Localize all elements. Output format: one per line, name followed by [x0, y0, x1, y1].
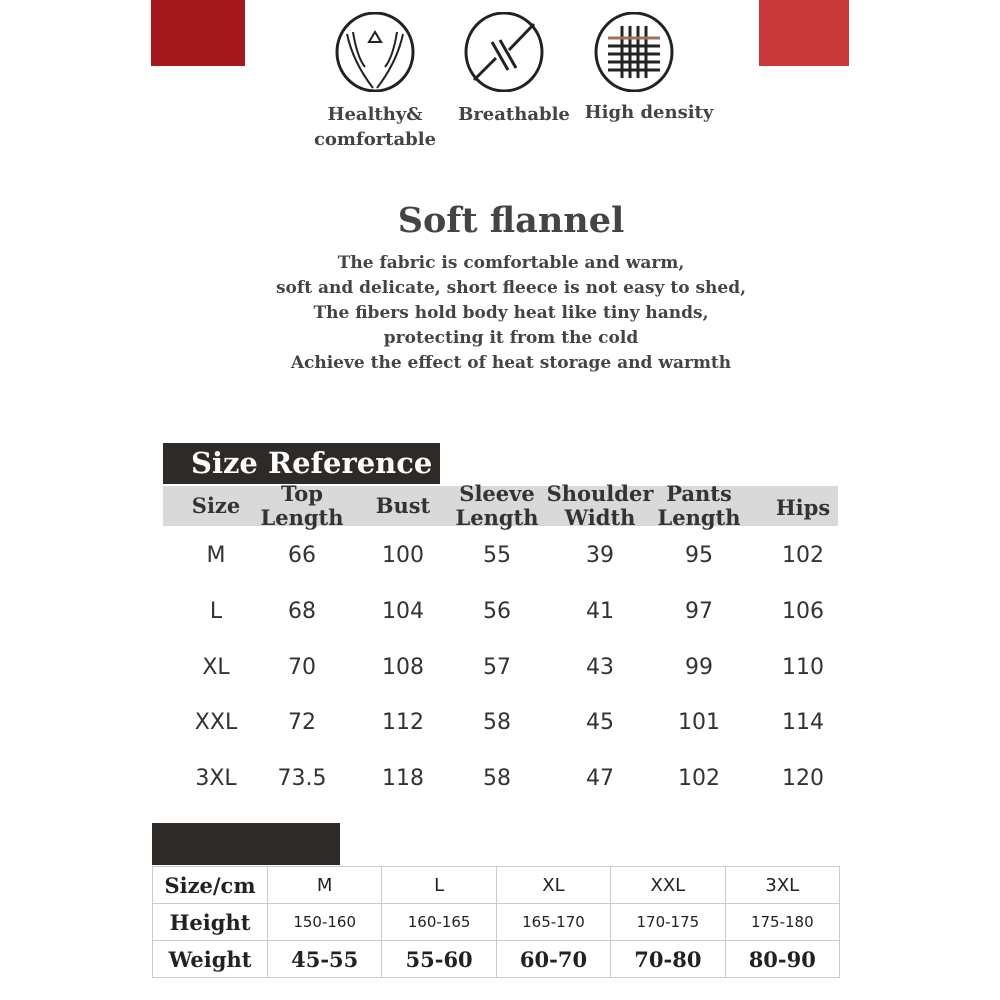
column-header: Pants Length	[657, 481, 741, 530]
description-line: Achieve the effect of heat storage and warmth	[290, 353, 732, 373]
table-cell: 102	[678, 766, 720, 791]
table-cell: 118	[382, 766, 424, 791]
table-cell: 3XL	[195, 766, 237, 791]
table-cell: 70-80	[611, 941, 725, 978]
table-cell: 70	[288, 655, 316, 680]
table-cell: 73.5	[277, 766, 327, 791]
high-density-grid-icon	[594, 12, 674, 92]
size-reference-title: Size Reference	[163, 443, 440, 484]
table-cell: M	[268, 867, 382, 904]
table-row	[153, 904, 840, 941]
table-cell: 3XL	[725, 867, 839, 904]
table-cell: 170-175	[611, 904, 725, 941]
table-cell: 175-180	[725, 904, 839, 941]
table-row	[153, 867, 840, 904]
table-cell: 60-70	[496, 941, 610, 978]
feature-label-healthy: Healthy& comfortable	[313, 104, 437, 150]
table-cell: 55	[483, 543, 511, 568]
table-cell: 102	[782, 543, 824, 568]
table-cell: 43	[586, 655, 614, 680]
table-cell: 95	[685, 543, 713, 568]
table-cell: 39	[586, 543, 614, 568]
feature-label-breathable: Breathable	[458, 104, 570, 125]
table-cell: 58	[483, 766, 511, 791]
table-cell: XXL	[194, 710, 238, 735]
table-row	[153, 941, 840, 978]
table-cell: XXL	[611, 867, 725, 904]
table-cell: 57	[483, 655, 511, 680]
recommend-title-box	[152, 823, 340, 865]
hands-recycle-icon	[335, 12, 415, 92]
table-cell: M	[206, 543, 226, 568]
table-cell: 47	[586, 766, 614, 791]
table-cell: 41	[586, 599, 614, 624]
table-cell: 108	[382, 655, 424, 680]
fabric-swatch-right	[759, 0, 849, 66]
table-cell: 45	[586, 710, 614, 735]
column-header: Hips	[775, 495, 831, 520]
table-cell: 58	[483, 710, 511, 735]
table-cell: 99	[685, 655, 713, 680]
description-line: soft and delicate, short fleece is not easy to shed,	[275, 278, 746, 298]
table-cell: 112	[382, 710, 424, 735]
table-cell: Weight	[153, 941, 268, 978]
column-header: Top Length	[260, 481, 344, 530]
table-cell: 150-160	[268, 904, 382, 941]
table-cell: 45-55	[268, 941, 382, 978]
table-cell: XL	[496, 867, 610, 904]
table-cell: 72	[288, 710, 316, 735]
table-cell: 97	[685, 599, 713, 624]
fabric-swatch-left	[151, 0, 245, 66]
column-header: Bust	[375, 493, 431, 518]
table-cell: 104	[382, 599, 424, 624]
recommend-table	[152, 866, 840, 978]
feature-label-density: High density	[584, 102, 714, 123]
table-cell: 101	[678, 710, 720, 735]
page-title: Soft flannel	[397, 200, 625, 241]
breathable-arrows-icon	[464, 12, 544, 92]
table-cell: XL	[202, 655, 230, 680]
table-cell: Height	[153, 904, 268, 941]
description-line: protecting it from the cold	[383, 328, 639, 348]
table-cell: 114	[782, 710, 824, 735]
table-cell: L	[209, 599, 223, 624]
description-line: The fabric is comfortable and warm,	[337, 253, 685, 273]
table-cell: 106	[782, 599, 824, 624]
table-cell: 165-170	[496, 904, 610, 941]
description-line: The fibers hold body heat like tiny hands,	[313, 303, 709, 323]
table-cell: 100	[382, 543, 424, 568]
table-cell: 56	[483, 599, 511, 624]
table-cell: L	[382, 867, 496, 904]
description	[0, 251, 1000, 376]
table-cell: 66	[288, 543, 316, 568]
column-header: Sleeve Length	[455, 481, 539, 530]
column-header: Shoulder Width	[546, 481, 654, 530]
table-cell: 120	[782, 766, 824, 791]
table-cell: 110	[782, 655, 824, 680]
table-cell: 160-165	[382, 904, 496, 941]
table-cell: 55-60	[382, 941, 496, 978]
table-cell: 68	[288, 599, 316, 624]
column-header: Size	[191, 493, 241, 518]
table-cell: Size/cm	[153, 867, 268, 904]
table-cell: 80-90	[725, 941, 839, 978]
